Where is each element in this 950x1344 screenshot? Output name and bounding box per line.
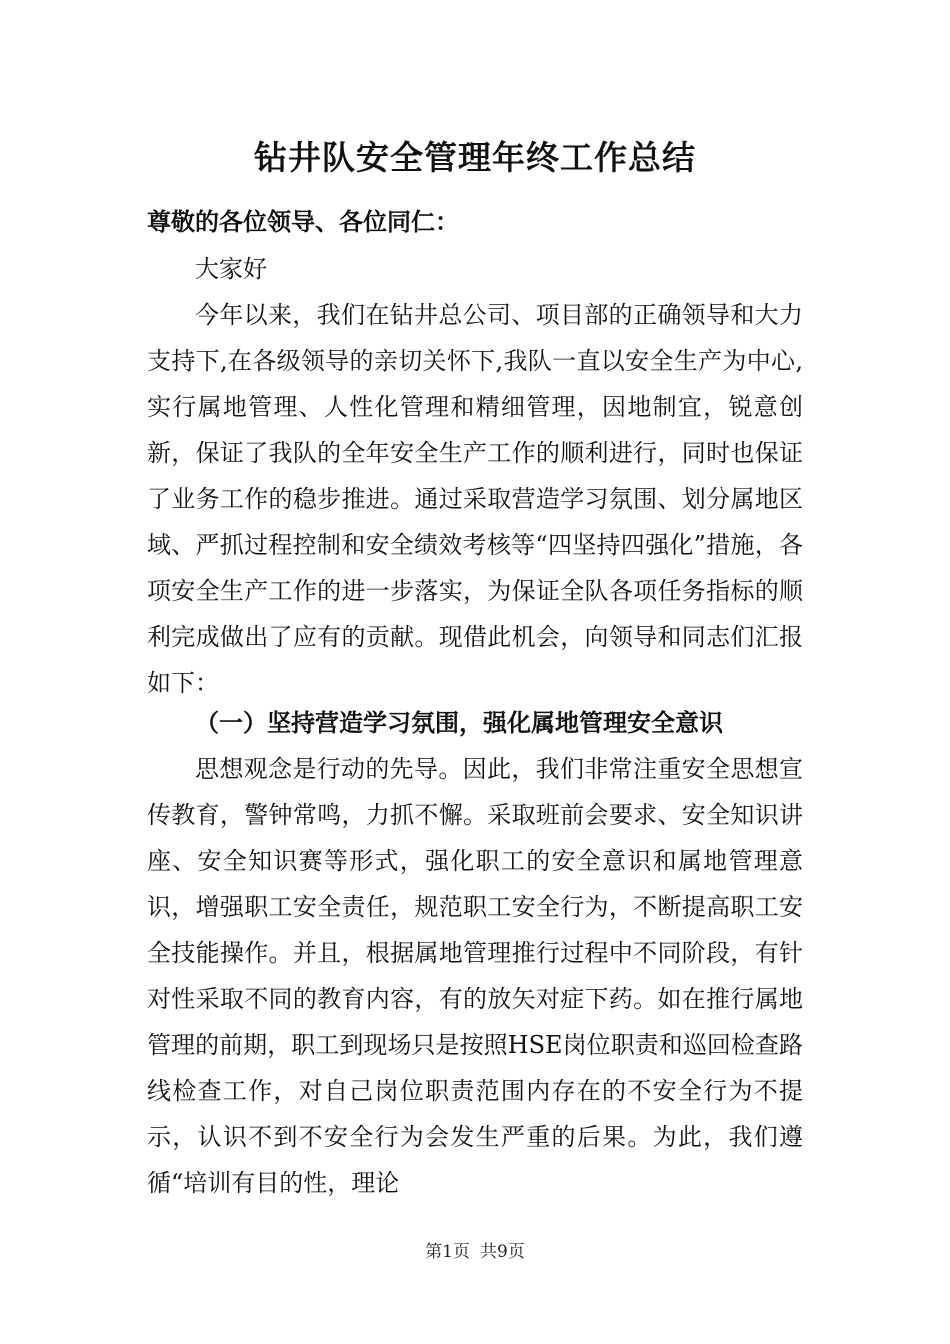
page-number-current: 第1页: [425, 1242, 470, 1262]
paragraph-section-1-block: [147, 746, 803, 1206]
paragraph-intro: 今年以来，我们在钻井总公司、项目部的正确领导和大力支持下,在各级领导的亲切关怀下,我队一直以安全生产为中心,实行属地管理、人性化管理和精细管理，因地制宜，锐意创新，保证了我队的全年安全生产工作的顺利进行，同时也保证了业务工作的稳步推进。通过采取营造学习氛围、划分属地区域、严抓过程控制和安全绩效考核等“四坚持四强化”措施，各项安全生产工作的进一步落实，为保证全队各项任务指标的顺利完成做出了应有的贡献。现借此机会，向领导和同志们汇报如下：: [147, 301, 803, 697]
document-title: 钻井队安全管理年终工作总结: [254, 138, 696, 177]
greeting: 大家好: [195, 255, 267, 283]
page-number-total: 共9页: [480, 1242, 525, 1262]
paragraph-section-1: 思想观念是行动的先导。因此，我们非常注重安全思想宣传教育，警钟常鸣，力抓不懈。采取班前会要求、安全知识讲座、安全知识赛等形式，强化职工的安全意识和属地管理意识，增强职工安全责任，规范职工安全行为，不断提高职工安全技能操作。并且，根据属地管理推行过程中不同阶段，有针对性采取不同的教育内容，有的放矢对症下药。如在推行属地管理的前期，职工到现场只是按照HSE岗位职责和巡回检查路线检查工作，对自己岗位职责范围内存在的不安全行为不提示，认识不到不安全行为会发生严重的后果。为此，我们遵循“培训有目的性，理论: [147, 755, 803, 1197]
page-footer: [0, 1240, 950, 1264]
salutation: 尊敬的各位领导、各位同仁：: [147, 208, 459, 236]
paragraph-intro-block: [147, 292, 803, 706]
section-heading-1: （一）坚持营造学习氛围，强化属地管理安全意识: [195, 709, 723, 737]
